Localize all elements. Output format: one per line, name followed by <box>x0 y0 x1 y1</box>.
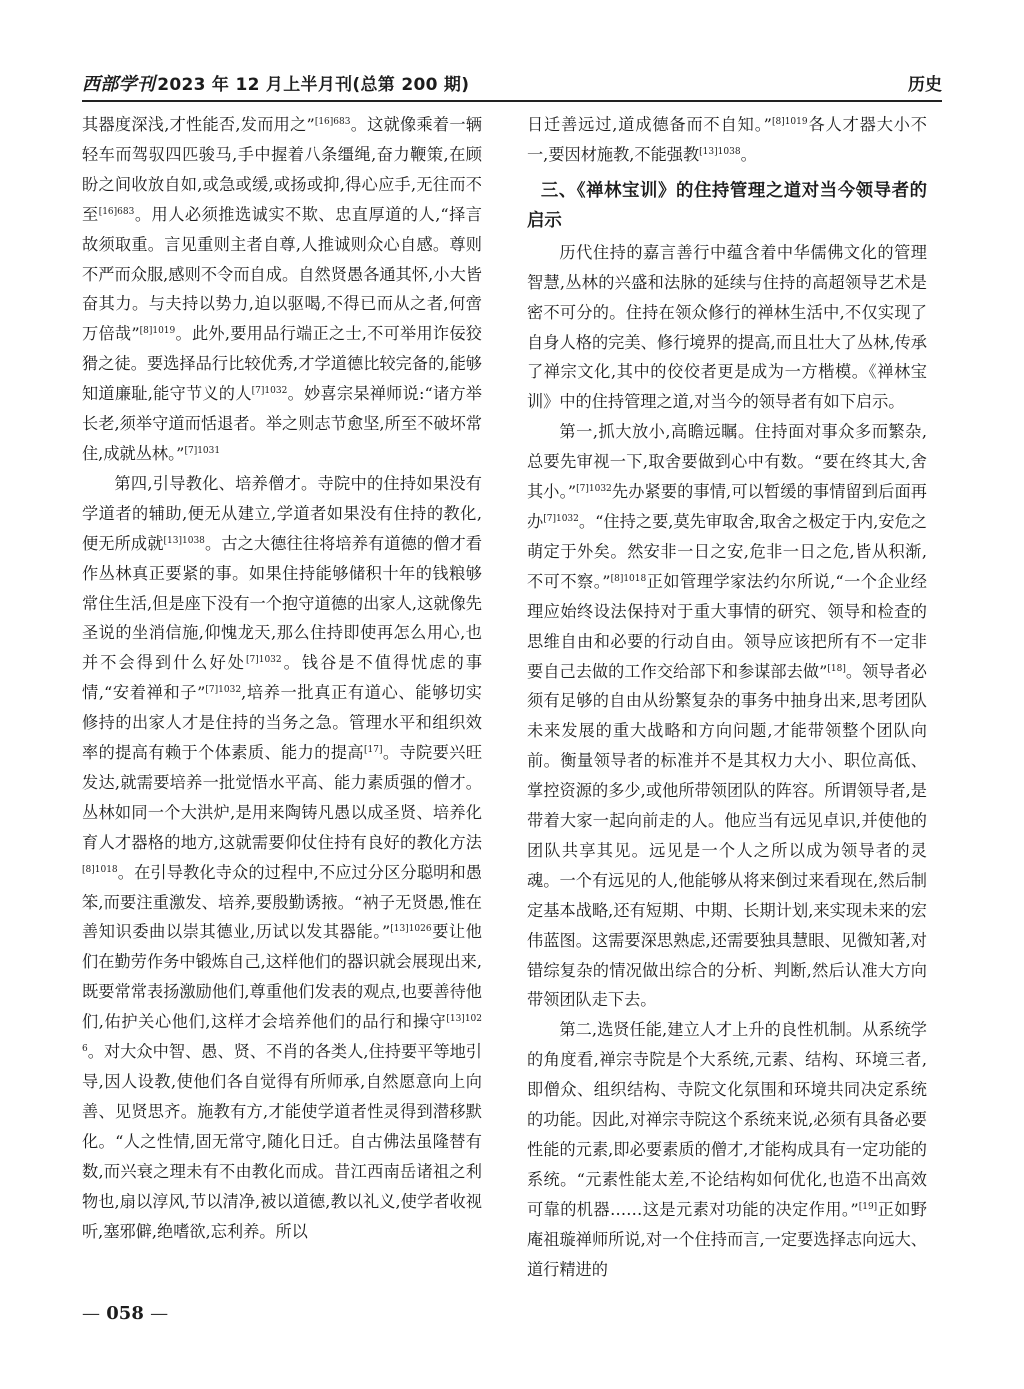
header-rule <box>82 100 942 102</box>
citation: [17] <box>364 745 383 756</box>
citation: [18] <box>827 663 846 674</box>
issue-text: 2023 年 12 月上半月刊(总第 200 期) <box>157 75 470 95</box>
citation: [13]1026 <box>82 1014 482 1055</box>
text: 各人才器大小不一,要因材施教,不能强教 <box>527 115 927 164</box>
paragraph <box>527 1015 927 1284</box>
page-footer <box>82 1303 168 1324</box>
citation: [7]1032 <box>205 685 242 696</box>
running-header <box>82 70 942 100</box>
paragraph <box>82 110 482 469</box>
text: 。用人必须推选诚实不欺、忠直厚道的人,“择言故须取重。言见重则主者自尊,人推诚则众心自感。尊则不严而众服,感则不令而自成。自然贤愚各通其怀,小大皆奋其力。与夫持以势力,迫以驱喝,不得已而从之者,何啻万倍哉” <box>82 204 482 344</box>
text: 。这就像乘着一辆轻车而驾驭四匹骏马,手中握着八条缰绳,奋力鞭策,在顾盼之间收放自如,或急或缓,或扬或抑,得心应手,无往而不至 <box>82 115 482 224</box>
text: 第二,选贤任能,建立人才上升的良性机制。从系统学的角度看,禅宗寺院是个大系统,元素、结构、环境三者,即僧众、组织结构、寺院文化氛围和环境共同决定系统的功能。因此,对禅宗寺院这个系统来说,必须有具备必要性能的元素,即必要素质的僧才,才能构成具有一定功能的系统。“元素性能太差,不论结构如何优化,也造不出高效可靠的机器……这是元素对功能的决定作用。” <box>527 1020 927 1219</box>
citation: [13]1038 <box>699 146 741 157</box>
text: 。此外,要用品行端正之士,不可举用诈佞狡猾之徒。要选择品行比较优秀,才学道德比较完备的,能够知道廉耻,能守节义的人 <box>82 324 482 404</box>
text: 其器度深浅,才性能否,发而用之” <box>82 115 315 134</box>
page-number: 058 <box>106 1303 144 1324</box>
journal-issue <box>82 70 469 96</box>
section-heading: 三、《禅林宝训》的住持管理之道对当今领导者的启示 <box>527 180 927 231</box>
paragraph <box>527 110 927 170</box>
text: 。妙喜宗杲禅师说:“诸方举长老,须举守道而恬退者。举之则志节愈坚,所至不破坏常住,成就丛林。” <box>82 384 482 463</box>
section-name: 历史 <box>908 75 942 95</box>
text: 正如管理学家法约尔所说,“一个企业经理应始终设法保持对于重大事情的研究、领导和检查的思维自由和必要的行动自由。领导应该把所有不一定非要自己去做的工作交给部下和参谋部去做” <box>527 571 927 681</box>
text: 。在引导教化寺众的过程中,不应过分区分聪明和愚笨,而要注重激发、培养,要殷勤诱掖。“衲子无贤愚,惟在善知识委曲以崇其德业,历试以发其器能。” <box>82 862 482 942</box>
citation: [8]1019 <box>771 117 808 127</box>
text: 。 <box>740 144 757 164</box>
paragraph <box>527 417 927 1015</box>
text: 日迁善远过,道成德备而不自知。” <box>527 115 772 134</box>
citation: [16]683 <box>98 206 135 217</box>
citation: [7]1032 <box>543 513 579 524</box>
citation: [16]683 <box>314 117 351 127</box>
text: 。古之大德往往将培养有道德的僧才看作丛林真正要紧的事。如果住持能够储积十年的钱粮够常住生活,但是座下没有一个抱守道德的出家人,这就像先圣说的坐消信施,仰愧龙天,那么住持即使再怎么用心,也并不会得到什么好处 <box>82 533 483 673</box>
text: 。“住持之要,莫先审取舍,取舍之极定于内,安危之萌定于外矣。然安非一日之安,危非一日之危,皆从积渐,不可不察。” <box>527 511 927 591</box>
citation: [8]1019 <box>139 326 176 337</box>
citation: [7]1032 <box>576 484 612 495</box>
text: 。对大众中智、愚、贤、不肖的各类人,住持要平等地引导,因人设教,使他们各自觉得有所师承,自然愿意向上向善、见贤思齐。施教有方,才能使学道者性灵得到潜移默化。“人之性情,固无常守,随化日迁。自古佛法虽隆替有数,而兴衰之理未有不由教化而成。昔江西南岳诸祖之利物也,扇以淳风,节以清净,被以道德,教以礼义,使学者收视听,塞邪僻,绝嗜欲,忘利养。所以 <box>82 1042 482 1241</box>
footer-dash: — <box>150 1303 169 1324</box>
citation: [7]1032 <box>251 386 288 397</box>
text: 正如野庵祖璇禅师所说,对一个住持而言,一定要选择志向远大、道行精进的 <box>527 1199 927 1279</box>
text: ,培养一批真正有道心、能够切实修持的出家人才是住持的当务之急。管理水平和组织效率的提高有赖于个体素质、能力的提高 <box>82 683 482 763</box>
text: 要让他们在勤劳作务中锻炼自己,这样他们的器识就会展现出来,既要常常表扬激励他们,尊重他们发表的观点,也要善待他们,佑护关心他们,这样才会培养他们的品行和操守 <box>82 922 482 1032</box>
left-column <box>82 110 482 1246</box>
citation: [7]1032 <box>245 655 282 666</box>
text: 。钱谷是不值得忧虑的事情,“安着禅和子” <box>82 653 483 703</box>
paragraph: 历代住持的嘉言善行中蕴含着中华儒佛文化的管理智慧,丛林的兴盛和法脉的延续与住持的高超领导艺术是密不可分的。住持在领众修行的禅林生活中,不仅实现了自身人格的完美、修行境界的提高,而且壮大了丛林,传承了禅宗文化,其中的佼佼者更是成为一方楷模。《禅林宝训》中的住持管理之道,对当今的领导者有如下启示。 <box>527 242 927 412</box>
footer-dash: — <box>82 1303 100 1324</box>
right-column <box>527 110 927 1285</box>
citation: [19] <box>858 1201 878 1212</box>
citation: [13]1026 <box>390 924 432 935</box>
paragraph <box>82 469 482 1247</box>
citation: [8]1018 <box>610 573 647 584</box>
citation: [7]1031 <box>184 445 221 456</box>
text: 。领导者必须有足够的自由从纷繁复杂的事务中抽身出来,思考团队未来发展的重大战略和方向问题,才能带领整个团队向前。衡量领导者的标准并不是其权力大小、职位高低、掌控资源的多少,或他所带领团队的阵容。所谓领导者,是带着大家一起向前走的人。他应当有远见卓识,并使他的团队共享其见。远见是一个人之所以成为领导者的灵魂。一个有远见的人,他能够从将来倒过来看现在,然后制定基本战略,还有短期、中期、长期计划,来实现未来的宏伟蓝图。这需要深思熟虑,还需要独具慧眼、见微知著,对错综复杂的情况做出综合的分析、判断,然后认准大方向带领团队走下去。 <box>527 661 927 1010</box>
citation: [8]1018 <box>82 864 118 875</box>
text: 第一,抓大放小,高瞻远瞩。住持面对事众多而繁杂,总要先审视一下,取舍要做到心中有数。“要在终其大,舍其小。” <box>527 422 927 502</box>
journal-logo: 西部学刊 <box>82 74 156 95</box>
text: 第四,引导教化、培养僧才。寺院中的住持如果没有学道者的辅助,便无从建立,学道者如果没有住持的教化,便无所成就 <box>82 473 482 553</box>
citation: [13]1038 <box>163 535 205 546</box>
text: 。寺院要兴旺发达,就需要培养一批觉悟水平高、能力素质强的僧才。丛林如同一个大洪炉,是用来陶铸凡愚以成圣贤、培养化育人才器格的地方,这就需要仰仗住持有良好的教化方法 <box>82 743 483 852</box>
text: 先办紧要的事情,可以暂缓的事情留到后面再办 <box>527 482 927 531</box>
